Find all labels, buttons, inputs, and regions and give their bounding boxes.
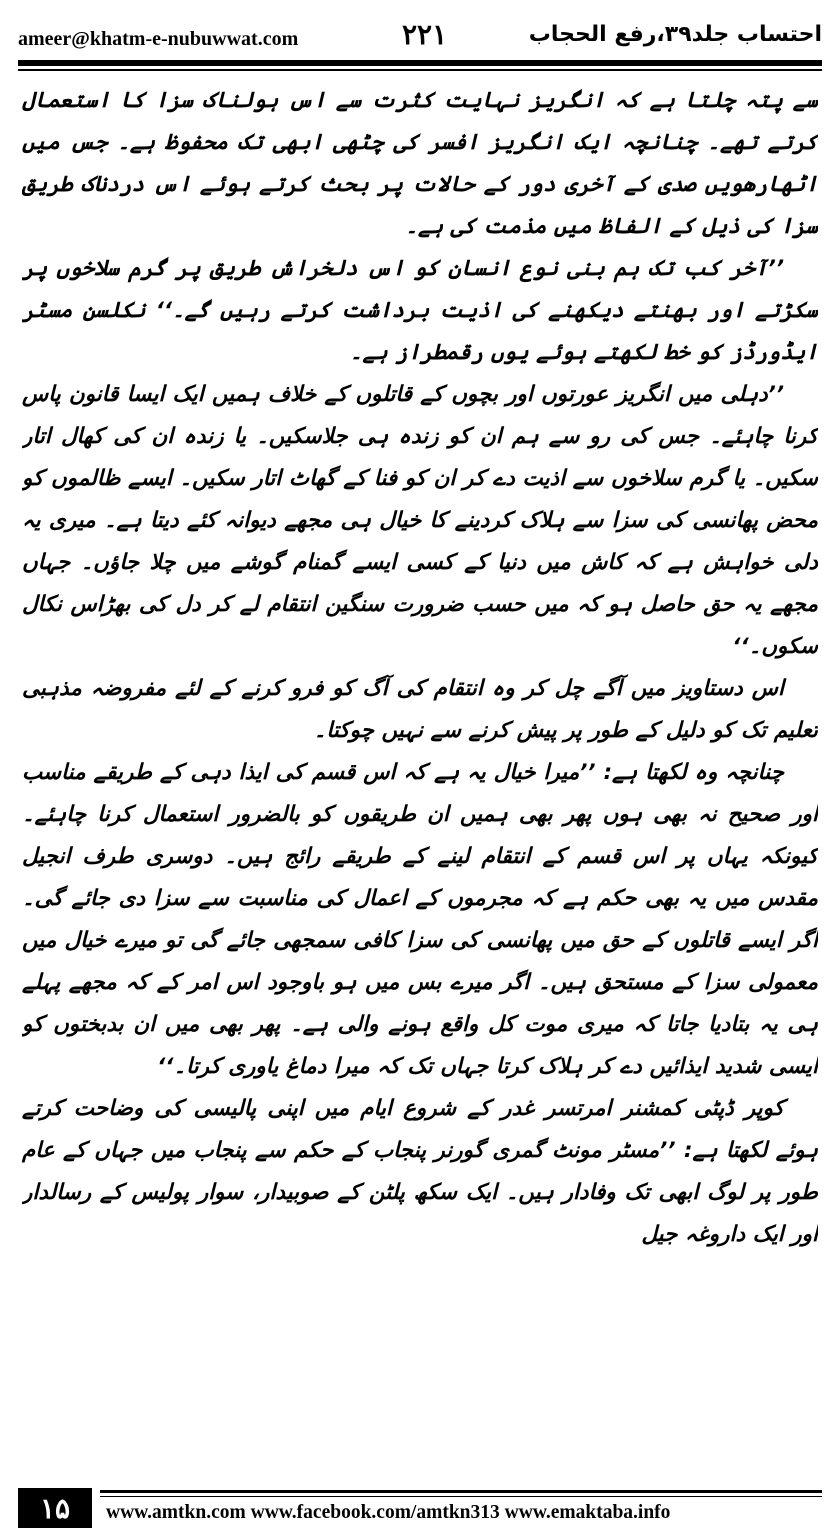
paragraph-6: کوپر ڈپٹی کمشنر امرتسر غدر کے شروع ایام میں اپنی پالیسی کی وضاحت کرتے ہوئے لکھتا ہے: ’’مسٹر مونٹ گمری گورنر پنجاب کے حکم سے پنجاب میں جہاں کے عام طور پر لوگ ابھی تک وفادار ہیں۔ ایک سکھ پلٹن کے صوبیدار، سوار پولیس کے رسالدار اور ایک داروغہ جیل: [22, 1096, 818, 1247]
body-text: [22, 80, 818, 1450]
paragraph-1: سے پتہ چلتا ہے کہ انگریز نہایت کثرت سے اس ہولناک سزا کا استعمال کرتے تھے۔ چنانچہ ایک انگریز افسر کی چٹھی ابھی تک محفوظ ہے۔ جس میں اٹھارھویں صدی کے آخری دور کے حالات پر بحث کرتے ہوئے اس دردناک طریق سزا کی ذیل کے الفاظ میں مذمت کی ہے۔: [22, 88, 818, 239]
page-header: [18, 14, 822, 56]
header-page-number: ۲۲۱: [402, 18, 448, 51]
paragraph-3-quote: ’’دہلی میں انگریز عورتوں اور بچوں کے قاتلوں کے خلاف ہمیں ایک ایسا قانون پاس کرنا چاہئے۔ جس کی رو سے ہم ان کو زندہ ہی جلاسکیں۔ یا زندہ ان کی کھال اتار سکیں۔ یا گرم سلاخوں سے اذیت دے کر ان کو فنا کے گھاٹ اتار سکیں۔ ایسے ظالموں کو محض پھانسی کی سزا سے ہلاک کردینے کا خیال ہی مجھے دیوانہ کئے دیتا ہے۔ میری یہ دلی خواہش ہے کہ کاش میں دنیا کے کسی ایسے گمنام گوشے میں چلا جاؤں۔ جہاں مجھے یہ حق حاصل ہو کہ میں حسب ضرورت سنگین انتقام لے کر دل کی بھڑاس نکال سکوں۔‘‘: [22, 382, 818, 659]
header-divider-thick: [18, 60, 822, 66]
paragraph-5-quote: چنانچہ وہ لکھتا ہے: ’’میرا خیال یہ ہے کہ اس قسم کی ایذا دہی کے طریقے مناسب اور صحیح نہ بھی ہوں پھر بھی ہمیں ان طریقوں کو بالضرور استعمال کرنا چاہئے۔ کیونکہ یہاں پر اس قسم کے انتقام لینے کے طریقے رائج ہیں۔ دوسری طرف انجیل مقدس میں یہ بھی حکم ہے کہ مجرموں کے اعمال کی مناسبت سے سزا دی جائے گی۔ اگر ایسے قاتلوں کے حق میں پھانسی کی سزا کافی سمجھی جائے گی تو میرے خیال میں معمولی سزا کے مستحق ہیں۔ اگر میرے بس میں ہو باوجود اس امر کے کہ مجھے پہلے ہی یہ بتادیا جاتا کہ میری موت کل واقع ہونے والی ہے۔ پھر بھی میں ان بدبختوں کو ایسی شدید ایذائیں دے کر ہلاک کرتا جہاں تک کہ میرا دماغ یاوری کرتا۔‘‘: [22, 760, 818, 1079]
footer-page-number: ۱۵: [18, 1488, 92, 1528]
page-footer: [18, 1488, 822, 1528]
footer-website-links: www.amtkn.com www.facebook.com/amtkn313 www.emaktaba.info: [106, 1502, 671, 1523]
paragraph-2-quote: ’’آخر کب تک ہم بنی نوع انسان کو اس دلخراش طریق پر گرم سلاخوں پر سکڑتے اور بھنتے دیکھنے کی اذیت برداشت کرتے رہیں گے۔‘‘ نکلسن مسٹر ایڈورڈز کو خط لکھتے ہوئے یوں رقمطراز ہے۔: [22, 256, 818, 365]
footer-divider-thick: [100, 1490, 822, 1493]
header-email: ameer@khatm-e-nubuwwat.com: [18, 28, 299, 50]
header-book-title: احتساب جلد۳۹،رفع الحجاب: [528, 22, 822, 47]
header-divider-thin: [18, 69, 822, 71]
paragraph-4: اس دستاویز میں آگے چل کر وہ انتقام کی آگ کو فرو کرنے کے لئے مفروضہ مذہبی تعلیم تک کو دلیل کے طور پر پیش کرنے سے نہیں چوکتا۔: [22, 676, 818, 743]
footer-divider-thin: [100, 1496, 822, 1497]
